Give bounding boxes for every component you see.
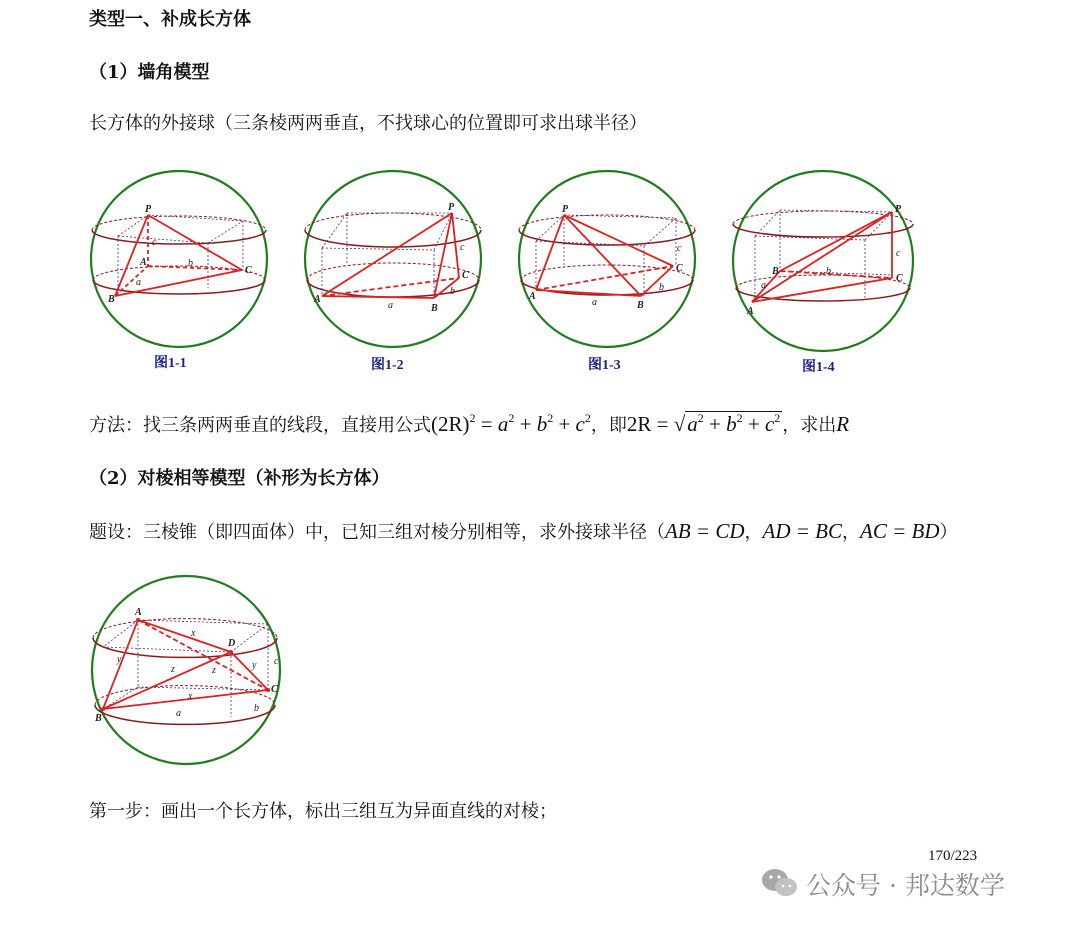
figure-1-2-caption: 图1-2 xyxy=(371,358,404,373)
section1-description: 长方体的外接球（三条棱两两垂直，不找球心的位置即可求出球半径） xyxy=(89,113,647,134)
svg-text:B: B xyxy=(772,266,779,277)
svg-text:C: C xyxy=(271,684,278,695)
svg-text:A: A xyxy=(140,257,147,268)
method-suffix: ，求出 xyxy=(782,415,837,436)
svg-text:c: c xyxy=(460,242,465,253)
section2-title: （2）对棱相等模型（补形为长方体） xyxy=(89,468,390,489)
svg-text:a: a xyxy=(761,280,766,291)
svg-text:D: D xyxy=(228,638,236,649)
svg-text:A: A xyxy=(529,291,536,302)
section1-title: （1）墙角模型 xyxy=(89,62,210,83)
svg-text:B: B xyxy=(95,713,102,724)
method-line xyxy=(89,411,849,439)
svg-text:C: C xyxy=(896,273,903,284)
formula-sqrt: $2R = √a^2 + b^2 + c^2$ xyxy=(626,411,781,436)
svg-text:P: P xyxy=(562,204,569,215)
method-mid: ，即 xyxy=(590,415,627,436)
svg-text:y: y xyxy=(117,654,122,665)
section2-description: 题设：三棱锥（即四面体）中，已知三组对棱分别相等，求外接球半径（AB = CD，AD = BC，AC = BD） xyxy=(89,519,958,543)
svg-text:z: z xyxy=(171,664,175,675)
watermark-text: 公众号 · 邦达数学 xyxy=(806,871,1005,900)
wechat-icon xyxy=(760,866,800,900)
step-one: 第一步：画出一个长方体，标出三组互为异面直线的对棱； xyxy=(89,801,557,822)
svg-text:P: P xyxy=(145,204,152,215)
svg-text:z: z xyxy=(212,665,216,676)
formula-sphere-diameter: $(2R)^2 = a^2 + b^2 + c^2$ xyxy=(431,411,591,436)
svg-text:c: c xyxy=(152,237,157,248)
svg-text:B: B xyxy=(431,303,438,314)
svg-text:C: C xyxy=(462,270,469,281)
svg-text:a: a xyxy=(176,708,181,719)
svg-text:b: b xyxy=(188,258,193,269)
svg-text:B: B xyxy=(637,300,644,311)
svg-text:A: A xyxy=(314,294,321,305)
svg-text:C: C xyxy=(245,265,252,276)
svg-text:y: y xyxy=(252,660,257,671)
figure-1-4-caption: 图1-4 xyxy=(802,360,835,375)
svg-text:x: x xyxy=(191,628,196,639)
svg-text:c: c xyxy=(677,243,682,254)
figure-1-2 xyxy=(302,168,484,350)
svg-text:b: b xyxy=(659,282,664,293)
equation-ad-bc: AD = BC xyxy=(762,519,842,543)
page-number: 170/223 xyxy=(928,848,978,864)
svg-text:b: b xyxy=(450,286,455,297)
svg-text:C: C xyxy=(676,263,683,274)
figure-1-3-caption: 图1-3 xyxy=(588,358,621,373)
figure-1-3 xyxy=(516,168,698,350)
method-prefix: 方法：找三条两两垂直的线段，直接用公式 xyxy=(89,415,431,436)
svg-text:P: P xyxy=(895,204,902,215)
figure-1-1 xyxy=(88,168,270,350)
equation-ab-cd: AB = CD xyxy=(665,519,745,543)
radius-symbol: R xyxy=(836,412,850,436)
figure-1-1-caption: 图1-1 xyxy=(154,356,187,371)
svg-text:x: x xyxy=(188,691,193,702)
svg-text:c: c xyxy=(896,248,901,259)
equation-ac-bd: AC = BD xyxy=(860,519,940,543)
svg-text:B: B xyxy=(108,294,115,305)
svg-text:a: a xyxy=(136,277,141,288)
figure-opposite-edges xyxy=(88,572,284,768)
svg-text:c: c xyxy=(274,656,279,667)
svg-text:A: A xyxy=(135,607,142,618)
svg-text:b: b xyxy=(254,703,259,714)
svg-text:a: a xyxy=(388,300,393,311)
type-heading: 类型一、补成长方体 xyxy=(89,9,251,30)
svg-text:A: A xyxy=(747,306,754,317)
svg-text:b: b xyxy=(826,266,831,277)
figure-1-4 xyxy=(730,168,916,354)
svg-text:P: P xyxy=(448,202,455,213)
svg-text:a: a xyxy=(592,297,597,308)
